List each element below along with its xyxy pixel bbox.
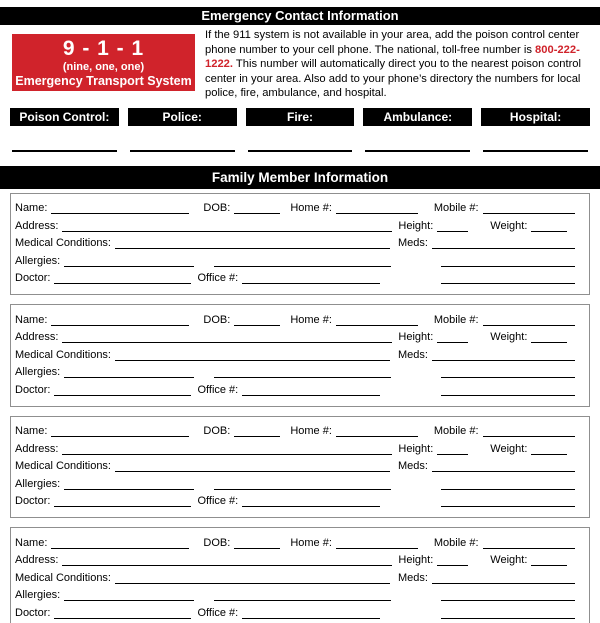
office-phone-label: Office #: — [197, 495, 239, 508]
meds-continuation-line-2[interactable] — [441, 395, 575, 396]
meds-label: Meds: — [398, 571, 428, 584]
mobile-phone-label: Mobile #: — [433, 536, 479, 549]
member-row-allergies — [15, 474, 585, 492]
medical-conditions-label: Medical Conditions: — [15, 460, 111, 473]
intro-section — [0, 25, 600, 101]
office-phone-field-line[interactable] — [242, 618, 380, 619]
dob-label: DOB: — [203, 202, 231, 215]
contact-hospital — [481, 108, 590, 152]
dob-label: DOB: — [203, 536, 231, 549]
name-field-line[interactable] — [51, 325, 189, 326]
height-label: Height: — [398, 442, 434, 455]
dob-field-line[interactable] — [234, 213, 280, 214]
instructions-text-after: This number will automatically direct you to the nearest poison control center in your area. Also add to your phone’s directory the numbers for local police, fire, ambulance, and hospital. — [205, 58, 582, 100]
height-label: Height: — [398, 219, 434, 232]
meds-field-line[interactable] — [432, 583, 575, 584]
office-phone-field-line[interactable] — [242, 506, 380, 507]
member-row-address — [15, 551, 585, 569]
instructions-text-before: If the 911 system is not available in your area, add the poison control center phone number to your cell phone. The national, toll-free number is — [205, 29, 580, 56]
doctor-field-line[interactable] — [54, 395, 191, 396]
member-row-allergies — [15, 586, 585, 604]
name-label: Name: — [15, 425, 48, 438]
doctor-field-line[interactable] — [54, 506, 191, 507]
member-row-identity — [15, 310, 585, 328]
home-phone-field-line[interactable] — [336, 548, 418, 549]
doctor-field-line[interactable] — [54, 283, 191, 284]
weight-field-line[interactable] — [531, 454, 567, 455]
allergies-continuation-line[interactable] — [214, 489, 391, 490]
meds-continuation-line[interactable] — [441, 489, 575, 490]
member-row-address — [15, 328, 585, 346]
member-row-allergies — [15, 251, 585, 269]
mobile-phone-field-line[interactable] — [483, 325, 575, 326]
allergies-continuation-line[interactable] — [214, 377, 391, 378]
meds-continuation-line-2[interactable] — [441, 283, 575, 284]
contact-ambulance — [363, 108, 472, 152]
ambulance-label: Ambulance: — [363, 108, 472, 126]
name-label: Name: — [15, 202, 48, 215]
poison-control-field-line[interactable] — [12, 150, 117, 152]
home-phone-label: Home #: — [290, 313, 332, 326]
office-phone-label: Office #: — [197, 272, 239, 285]
allergies-field-line[interactable] — [64, 489, 194, 490]
weight-label: Weight: — [490, 442, 528, 455]
page-title: Emergency Contact Information — [0, 7, 600, 25]
weight-field-line[interactable] — [531, 565, 567, 566]
meds-continuation-line-2[interactable] — [441, 618, 575, 619]
address-field-line[interactable] — [62, 231, 392, 232]
contact-poison-control — [10, 108, 119, 152]
member-row-identity — [15, 199, 585, 217]
mobile-phone-label: Mobile #: — [433, 425, 479, 438]
contact-police — [128, 108, 237, 152]
weight-field-line[interactable] — [531, 342, 567, 343]
medical-conditions-field-line[interactable] — [115, 360, 390, 361]
allergies-field-line[interactable] — [64, 266, 194, 267]
height-field-line[interactable] — [437, 565, 468, 566]
home-phone-field-line[interactable] — [336, 213, 418, 214]
meds-continuation-line[interactable] — [441, 266, 575, 267]
member-row-medical — [15, 345, 585, 363]
member-row-doctor — [15, 492, 585, 510]
address-field-line[interactable] — [62, 342, 392, 343]
allergies-continuation-line[interactable] — [214, 600, 391, 601]
hospital-field-line[interactable] — [483, 150, 588, 152]
member-row-allergies — [15, 363, 585, 381]
family-member-block — [10, 527, 590, 623]
member-row-doctor — [15, 380, 585, 398]
mobile-phone-field-line[interactable] — [483, 436, 575, 437]
emergency-911-box — [12, 34, 195, 91]
emergency-number-phonetic: (nine, one, one) — [62, 60, 145, 73]
hospital-label: Hospital: — [481, 108, 590, 126]
emergency-number: 9 - 1 - 1 — [62, 36, 145, 60]
name-field-line[interactable] — [51, 436, 189, 437]
office-phone-field-line[interactable] — [242, 395, 380, 396]
family-section-title: Family Member Information — [0, 166, 600, 189]
medical-conditions-label: Medical Conditions: — [15, 571, 111, 584]
office-phone-label: Office #: — [197, 606, 239, 619]
home-phone-label: Home #: — [290, 536, 332, 549]
doctor-field-line[interactable] — [54, 618, 191, 619]
height-field-line[interactable] — [437, 342, 468, 343]
member-row-doctor — [15, 269, 585, 287]
home-phone-field-line[interactable] — [336, 436, 418, 437]
home-phone-label: Home #: — [290, 425, 332, 438]
family-member-block — [10, 304, 590, 407]
police-label: Police: — [128, 108, 237, 126]
member-row-address — [15, 439, 585, 457]
office-phone-field-line[interactable] — [242, 283, 380, 284]
police-field-line[interactable] — [130, 150, 235, 152]
weight-label: Weight: — [490, 331, 528, 344]
medical-conditions-field-line[interactable] — [115, 248, 390, 249]
medical-conditions-field-line[interactable] — [115, 471, 390, 472]
family-member-blocks — [0, 193, 600, 623]
allergies-label: Allergies: — [15, 254, 61, 267]
ambulance-field-line[interactable] — [365, 150, 470, 152]
emergency-transport-label: Emergency Transport System — [15, 73, 192, 88]
member-row-identity — [15, 422, 585, 440]
member-row-medical — [15, 457, 585, 475]
address-label: Address: — [15, 331, 59, 344]
meds-field-line[interactable] — [432, 248, 575, 249]
member-row-address — [15, 216, 585, 234]
name-label: Name: — [15, 536, 48, 549]
meds-label: Meds: — [398, 348, 428, 361]
poison-control-label: Poison Control: — [10, 108, 119, 126]
fire-label: Fire: — [246, 108, 355, 126]
mobile-phone-label: Mobile #: — [433, 202, 479, 215]
medical-conditions-field-line[interactable] — [115, 583, 390, 584]
meds-label: Meds: — [398, 460, 428, 473]
allergies-continuation-line[interactable] — [214, 266, 391, 267]
meds-continuation-line[interactable] — [441, 377, 575, 378]
weight-label: Weight: — [490, 554, 528, 567]
medical-conditions-label: Medical Conditions: — [15, 237, 111, 250]
contact-fire — [246, 108, 355, 152]
meds-continuation-line-2[interactable] — [441, 506, 575, 507]
name-field-line[interactable] — [51, 548, 189, 549]
address-label: Address: — [15, 442, 59, 455]
doctor-label: Doctor: — [15, 272, 51, 285]
height-label: Height: — [398, 554, 434, 567]
height-field-line[interactable] — [437, 231, 468, 232]
meds-label: Meds: — [398, 237, 428, 250]
emergency-contacts-row — [10, 108, 590, 152]
dob-field-line[interactable] — [234, 548, 280, 549]
name-field-line[interactable] — [51, 213, 189, 214]
office-phone-label: Office #: — [197, 383, 239, 396]
dob-label: DOB: — [203, 313, 231, 326]
allergies-field-line[interactable] — [64, 600, 194, 601]
mobile-phone-field-line[interactable] — [483, 213, 575, 214]
doctor-label: Doctor: — [15, 495, 51, 508]
weight-field-line[interactable] — [531, 231, 567, 232]
member-row-identity — [15, 533, 585, 551]
meds-field-line[interactable] — [432, 471, 575, 472]
name-label: Name: — [15, 313, 48, 326]
dob-field-line[interactable] — [234, 325, 280, 326]
home-phone-label: Home #: — [290, 202, 332, 215]
height-label: Height: — [398, 331, 434, 344]
address-field-line[interactable] — [62, 454, 392, 455]
doctor-label: Doctor: — [15, 606, 51, 619]
member-row-medical — [15, 234, 585, 252]
allergies-label: Allergies: — [15, 589, 61, 602]
meds-field-line[interactable] — [432, 360, 575, 361]
family-member-block — [10, 193, 590, 296]
weight-label: Weight: — [490, 219, 528, 232]
medical-conditions-label: Medical Conditions: — [15, 348, 111, 361]
mobile-phone-field-line[interactable] — [483, 548, 575, 549]
height-field-line[interactable] — [437, 454, 468, 455]
dob-field-line[interactable] — [234, 436, 280, 437]
allergies-label: Allergies: — [15, 366, 61, 379]
address-label: Address: — [15, 219, 59, 232]
poison-control-phone-number: 800-222-1222. — [205, 43, 580, 71]
doctor-label: Doctor: — [15, 383, 51, 396]
allergies-field-line[interactable] — [64, 377, 194, 378]
dob-label: DOB: — [203, 425, 231, 438]
home-phone-field-line[interactable] — [336, 325, 418, 326]
member-row-medical — [15, 568, 585, 586]
meds-continuation-line[interactable] — [441, 600, 575, 601]
member-row-doctor — [15, 603, 585, 621]
mobile-phone-label: Mobile #: — [433, 313, 479, 326]
poison-control-instructions — [205, 28, 595, 101]
address-label: Address: — [15, 554, 59, 567]
allergies-label: Allergies: — [15, 477, 61, 490]
fire-field-line[interactable] — [248, 150, 353, 152]
family-member-block — [10, 416, 590, 519]
address-field-line[interactable] — [62, 565, 392, 566]
